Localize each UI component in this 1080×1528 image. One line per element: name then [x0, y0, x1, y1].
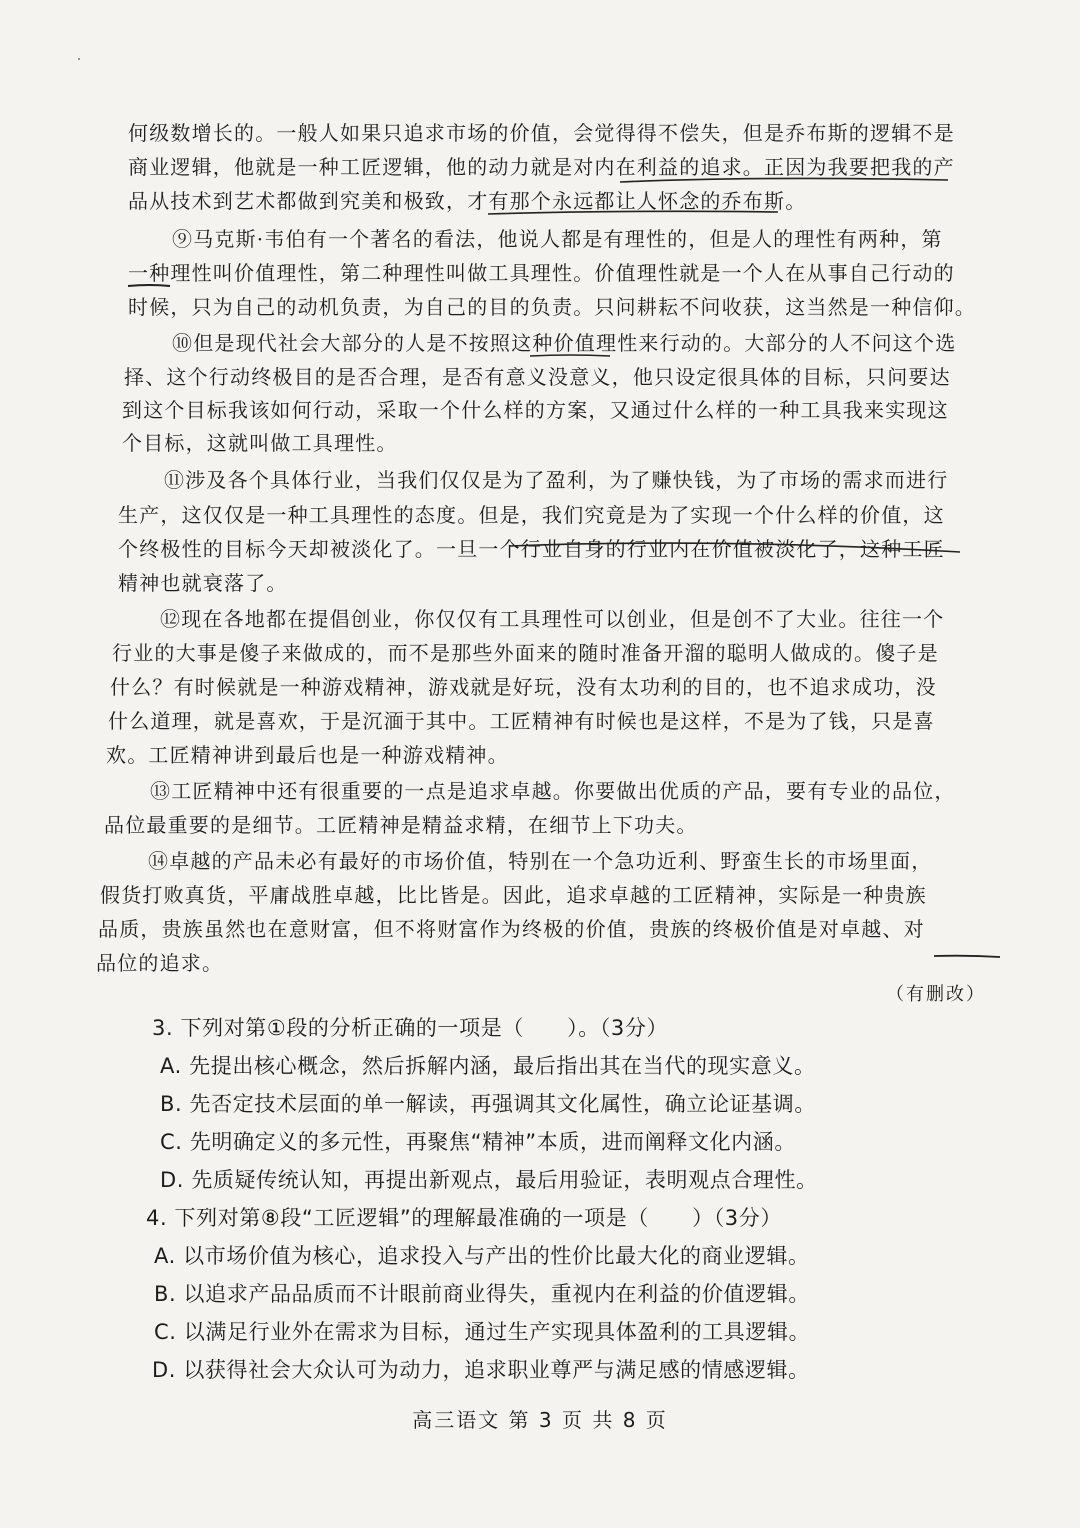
question-option: B. 先否定技术层面的单一解读，再强调其文化属性，确立论证基调。: [160, 1092, 816, 1116]
question-option: A. 以市场价值为核心，追求投入与产出的性价比最大化的商业逻辑。: [154, 1244, 810, 1268]
passage-line: 品从技术到艺术都做到究美和极致，才有那个永远都让人怀念的乔布斯。: [128, 189, 807, 213]
question-option: A. 先提出核心概念，然后拆解内涵，最后指出其在当代的现实意义。: [160, 1054, 816, 1078]
passage-line: 品质，贵族虽然也在意财富，但不将财富作为终极的价值，贵族的终极价值是对卓越、对: [98, 917, 925, 941]
underline-mark: [934, 956, 1000, 957]
passage-line: 时候，只为自己的动机负责，为自己的目的负责。只问耕耘不问收获，这当然是一种信仰。: [128, 295, 976, 319]
passage-line: 品位最重要的是细节。工匠精神是精益求精，在细节上下功夫。: [104, 813, 698, 837]
passage-line: 择、这个行动终极目的是否合理，是否有意义没意义，他只设定很具体的目标，只问要达: [124, 365, 951, 389]
question-option: B. 以追求产品品质而不计眼前商业得失，重视内在利益的价值逻辑。: [154, 1282, 810, 1306]
passage-line: ⑬工匠精神中还有很重要的一点是追求卓越。你要做出优质的产品，要有专业的品位，: [150, 779, 956, 803]
passage-line: 何级数增长的。一般人如果只追求市场的价值，会觉得得不偿失，但是乔布斯的逻辑不是: [128, 121, 955, 145]
passage-line: ⑪涉及各个具体行业，当我们仅仅是为了盈利，为了赚快钱，为了市场的需求而进行: [164, 468, 949, 492]
passage-line: ⑭卓越的产品未必有最好的市场价值，特别在一个急功近利、野蛮生长的市场里面，: [148, 849, 933, 873]
passage-line: 个终极性的目标今天却被淡化了。一旦一个行业自身的行业内在价值被淡化了，这种工匠: [118, 537, 945, 561]
question-option: D. 先质疑传统认知，再提出新观点，最后用验证，表明观点合理性。: [160, 1168, 818, 1192]
passage-line: 商业逻辑，他就是一种工匠逻辑，他的动力就是对内在利益的追求。正因为我要把我的产: [128, 155, 955, 179]
passage-line: 什么？有时候就是一种游戏精神，游戏就是好玩，没有太功利的目的，也不追求成功，没: [110, 675, 937, 699]
question-stem: 3. 下列对第①段的分析正确的一项是（ ）。（3分）: [152, 1016, 669, 1040]
passage-line: 品位的追求。: [96, 951, 224, 975]
passage-line: ⑨马克斯·韦伯有一个著名的看法，他说人都是有理性的，但是人的理性有两种，第: [172, 227, 943, 251]
passage-line: 什么道理，就是喜欢，于是沉湎于其中。工匠精神有时候也是这样，不是为了钱，只是喜: [108, 709, 935, 733]
source-note: （有删改）: [886, 984, 986, 1005]
passage-line: 生产，这仅仅是一种工具理性的态度。但是，我们究竟是为了实现一个什么样的价值，这: [118, 503, 945, 527]
question-option: C. 以满足行业外在需求为目标，通过生产实现具体盈利的工具逻辑。: [154, 1320, 811, 1344]
passage-line: 精神也就衰落了。: [118, 571, 288, 595]
passage-line: 一种理性叫价值理性，第二种理性叫做工具理性。价值理性就是一个人在从事自己行动的: [128, 261, 955, 285]
passage-line: 个目标，这就叫做工具理性。: [122, 431, 398, 455]
passage-line: ⑫现在各地都在提倡创业，你仅仅有工具理性可以创业，但是创不了大业。往往一个: [160, 607, 945, 631]
passage-line: 到这个目标我该如何行动，采取一个什么样的方案，又通过什么样的一种工具我来实现这: [122, 398, 949, 422]
passage-line: 行业的大事是傻子来做成的，而不是那些外面来的随时准备开溜的聪明人做成的。傻子是: [112, 641, 939, 665]
passage-line: 假货打败真货，平庸战胜卓越，比比皆是。因此，追求卓越的工匠精神，实际是一种贵族: [100, 883, 927, 907]
question-option: C. 先明确定义的多元性，再聚焦“精神”本质，进而阐释文化内涵。: [160, 1130, 796, 1154]
page-footer: 高三语文 第 3 页 共 8 页: [412, 1408, 668, 1432]
passage-line: ⑩但是现代社会大部分的人是不按照这种价值理性来行动的。大部分的人不问这个选: [172, 331, 957, 355]
scan-speck: [78, 58, 80, 60]
question-option: D. 以获得社会大众认可为动力，追求职业尊严与满足感的情感逻辑。: [152, 1358, 810, 1382]
passage-line: 欢。工匠精神讲到最后也是一种游戏精神。: [106, 743, 509, 767]
question-stem: 4. 下列对第⑧段“工匠逻辑”的理解最准确的一项是（ ）（3分）: [146, 1206, 782, 1230]
